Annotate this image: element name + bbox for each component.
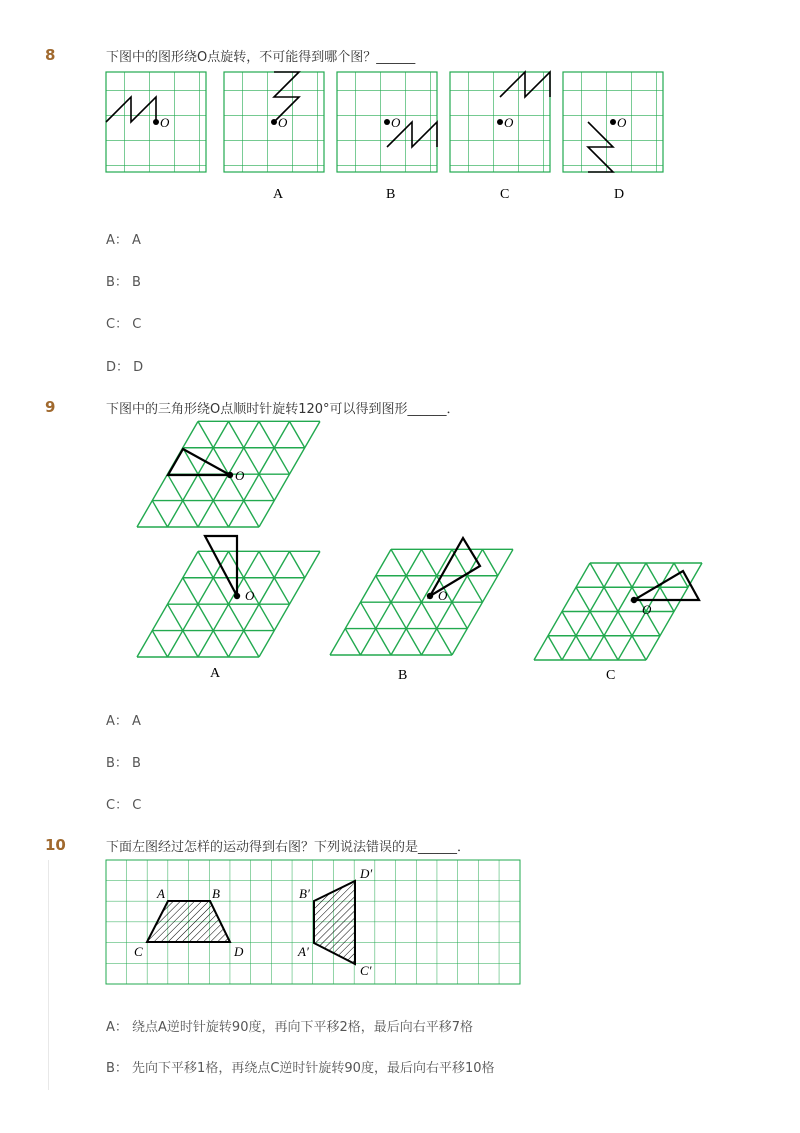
question-text-9: 下图中的三角形绕O点顺时针旋转120°可以得到图形______． (106, 402, 460, 417)
question-number-9: 9 (45, 398, 56, 416)
question-text-8: 下图中的图形绕O点旋转，不可能得到哪个图？______ (106, 50, 416, 65)
svg-text:O: O (438, 588, 448, 603)
svg-text:D′: D′ (360, 866, 373, 881)
q9-option-a-grid (137, 551, 320, 657)
q8-caption-c: C (500, 187, 510, 202)
svg-text:C′: C′ (360, 963, 372, 978)
svg-text:O: O (642, 602, 652, 617)
q9-option-c[interactable]: C： C (106, 798, 142, 813)
q10-figure (100, 854, 530, 994)
svg-text:D: D (234, 944, 244, 959)
svg-text:O: O (278, 115, 288, 130)
svg-text:A′: A′ (298, 944, 309, 959)
divider (48, 860, 49, 1090)
q10-option-b[interactable]: B： 先向下平移1格，再绕点C逆时针旋转90度，最后向右平移10格 (106, 1061, 495, 1076)
q8-option-c[interactable]: C： C (106, 317, 142, 332)
q9-caption-c: C (606, 668, 616, 683)
svg-text:O: O (235, 468, 245, 483)
q8-caption-b: B (386, 187, 396, 202)
q9-option-b[interactable]: B： B (106, 756, 141, 771)
q9-option-b-grid (330, 549, 513, 655)
svg-text:O: O (504, 115, 514, 130)
q8-caption-a: A (273, 187, 284, 202)
svg-text:O: O (617, 115, 627, 130)
q9-caption-b: B (398, 668, 408, 683)
q9-option-c-grid (534, 563, 702, 660)
q8-option-a[interactable]: A： A (106, 233, 141, 248)
svg-text:B: B (212, 886, 220, 901)
q9-option-a[interactable]: A： A (106, 714, 141, 729)
svg-text:O: O (160, 115, 170, 130)
q9-caption-a: A (210, 666, 221, 681)
svg-text:A: A (157, 886, 165, 901)
question-number-8: 8 (45, 46, 56, 64)
question-number-10: 10 (45, 836, 66, 854)
svg-text:O: O (245, 588, 255, 603)
svg-text:O: O (391, 115, 401, 130)
q8-caption-d: D (614, 187, 625, 202)
q8-option-d[interactable]: D： D (106, 360, 144, 375)
svg-text:C: C (134, 944, 143, 959)
q10-option-a[interactable]: A： 绕点A逆时针旋转90度，再向下平移2格，最后向右平移7格 (106, 1020, 474, 1035)
question-text-10: 下面左图经过怎样的运动得到右图？下列说法错误的是______． (106, 840, 471, 855)
svg-text:B′: B′ (299, 886, 310, 901)
q8-option-b[interactable]: B： B (106, 275, 141, 290)
